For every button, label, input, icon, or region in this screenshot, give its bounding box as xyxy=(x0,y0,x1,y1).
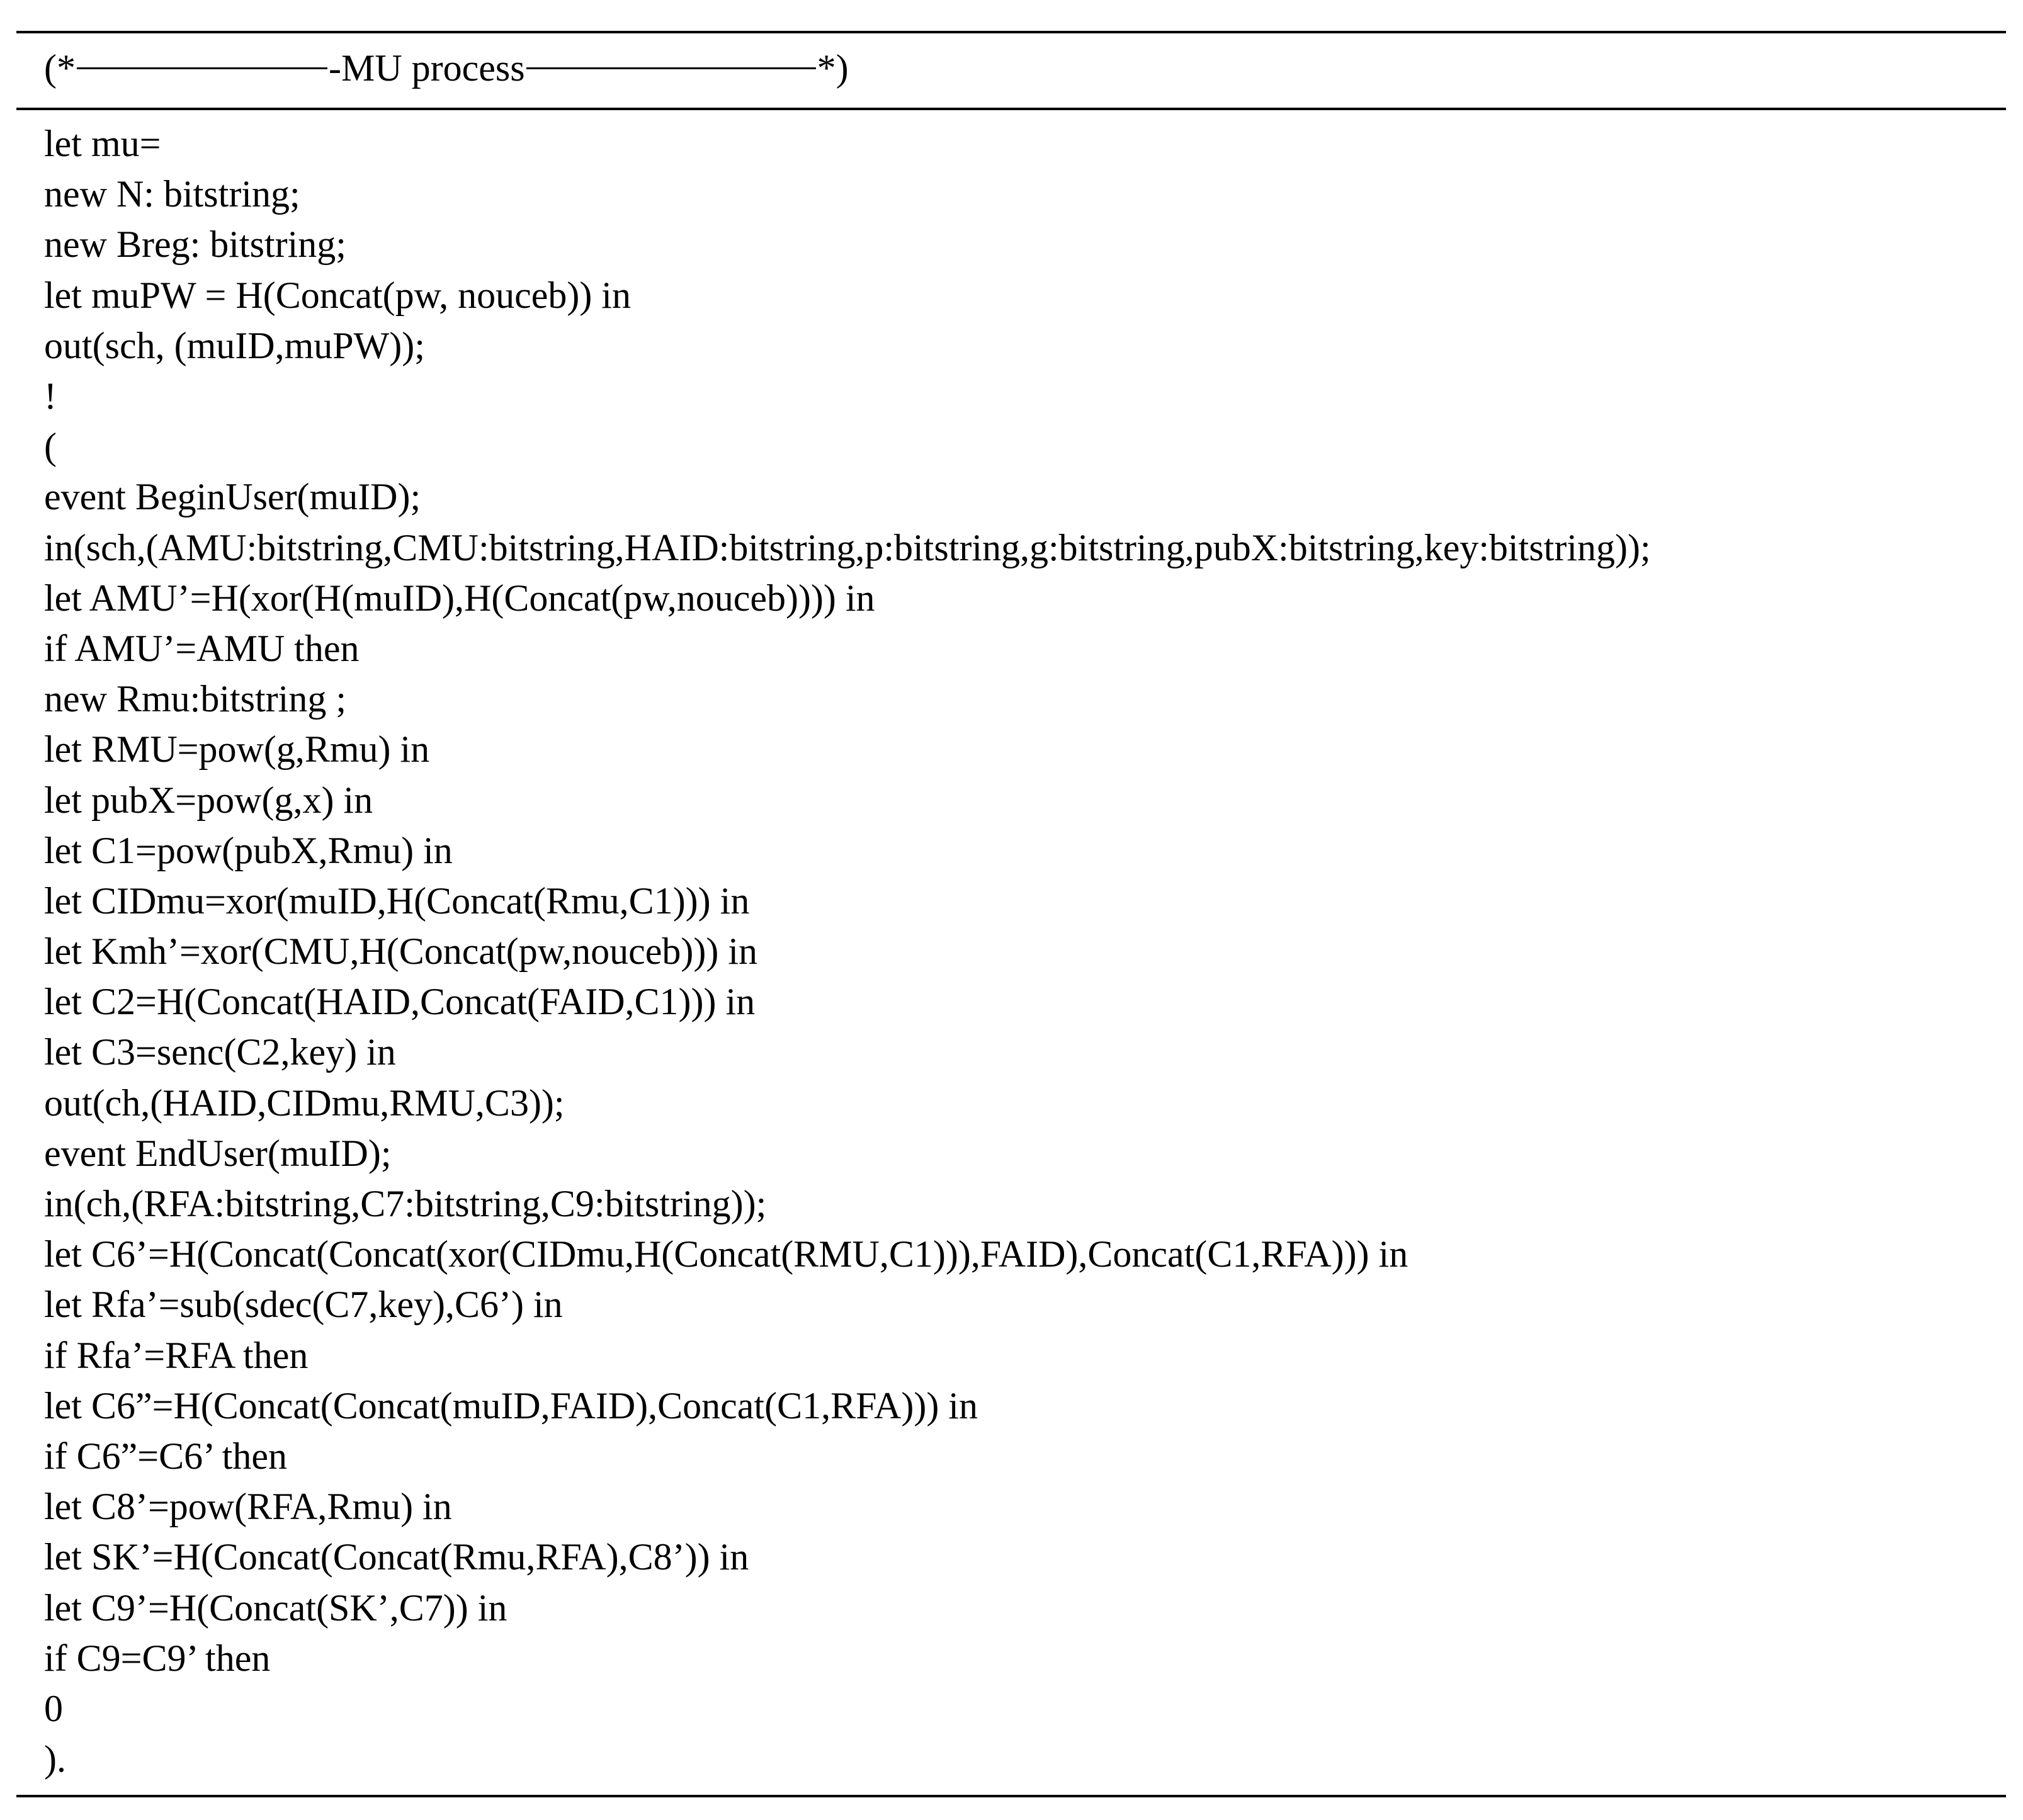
code-line: let C1=pow(pubX,Rmu) in xyxy=(44,829,453,871)
header-dash-left xyxy=(77,67,327,69)
header-dash-right xyxy=(526,67,816,69)
header-title: -MU process xyxy=(328,47,525,89)
code-line: if Rfa’=RFA then xyxy=(44,1334,309,1376)
code-line: let SK’=H(Concat(Concat(Rmu,RFA),C8’)) in xyxy=(44,1536,749,1578)
code-line: let C2=H(Concat(HAID,Concat(FAID,C1))) in xyxy=(44,981,756,1023)
code-line: ). xyxy=(44,1738,66,1780)
code-line: ( xyxy=(44,426,57,468)
code-line: let AMU’=H(xor(H(muID),H(Concat(pw,nouceb)))) in xyxy=(44,577,875,619)
code-line: let mu= xyxy=(44,123,161,165)
table-bottom-rule xyxy=(16,1795,2006,1797)
code-listing xyxy=(44,118,2009,1784)
code-line: new Breg: bitstring; xyxy=(44,223,346,266)
header-suffix: *) xyxy=(817,47,849,89)
code-line: let C6”=H(Concat(Concat(muID,FAID),Concat(C1,RFA))) in xyxy=(44,1384,978,1427)
code-line: let C8’=pow(RFA,Rmu) in xyxy=(44,1486,452,1528)
code-line: let muPW = H(Concat(pw, nouceb)) in xyxy=(44,274,631,316)
code-line: new Rmu:bitstring ; xyxy=(44,678,346,720)
code-line: new N: bitstring; xyxy=(44,173,300,215)
code-line: in(sch,(AMU:bitstring,CMU:bitstring,HAID:bitstring,p:bitstring,g:bitstring,pubX:bitstring,key:bitstring)); xyxy=(44,526,1651,568)
code-line: let pubX=pow(g,x) in xyxy=(44,779,373,821)
code-line: let Kmh’=xor(CMU,H(Concat(pw,nouceb))) in xyxy=(44,930,757,973)
code-line: if C6”=C6’ then xyxy=(44,1435,287,1477)
code-line: let C6’=H(Concat(Concat(xor(CIDmu,H(Concat(RMU,C1))),FAID),Concat(C1,RFA))) in xyxy=(44,1233,1408,1275)
code-line: out(ch,(HAID,CIDmu,RMU,C3)); xyxy=(44,1082,565,1124)
code-line: ! xyxy=(44,375,57,417)
code-line: 0 xyxy=(44,1687,63,1729)
header-prefix: (* xyxy=(44,47,76,89)
code-line: event BeginUser(muID); xyxy=(44,476,421,518)
code-line: let CIDmu=xor(muID,H(Concat(Rmu,C1))) in xyxy=(44,879,750,922)
code-line: out(sch, (muID,muPW)); xyxy=(44,324,425,366)
code-line: if C9=C9’ then xyxy=(44,1637,271,1679)
code-line: let C9’=H(Concat(SK’,C7)) in xyxy=(44,1586,507,1629)
code-line: event EndUser(muID); xyxy=(44,1132,392,1174)
code-line: let C3=senc(C2,key) in xyxy=(44,1031,396,1073)
header-separator-rule xyxy=(16,108,2006,110)
code-line: if AMU’=AMU then xyxy=(44,627,360,669)
table-top-rule xyxy=(16,31,2006,33)
code-line: in(ch,(RFA:bitstring,C7:bitstring,C9:bitstring)); xyxy=(44,1183,767,1225)
code-header xyxy=(44,38,849,98)
code-line: let Rfa’=sub(sdec(C7,key),C6’) in xyxy=(44,1284,563,1326)
code-line: let RMU=pow(g,Rmu) in xyxy=(44,728,430,771)
